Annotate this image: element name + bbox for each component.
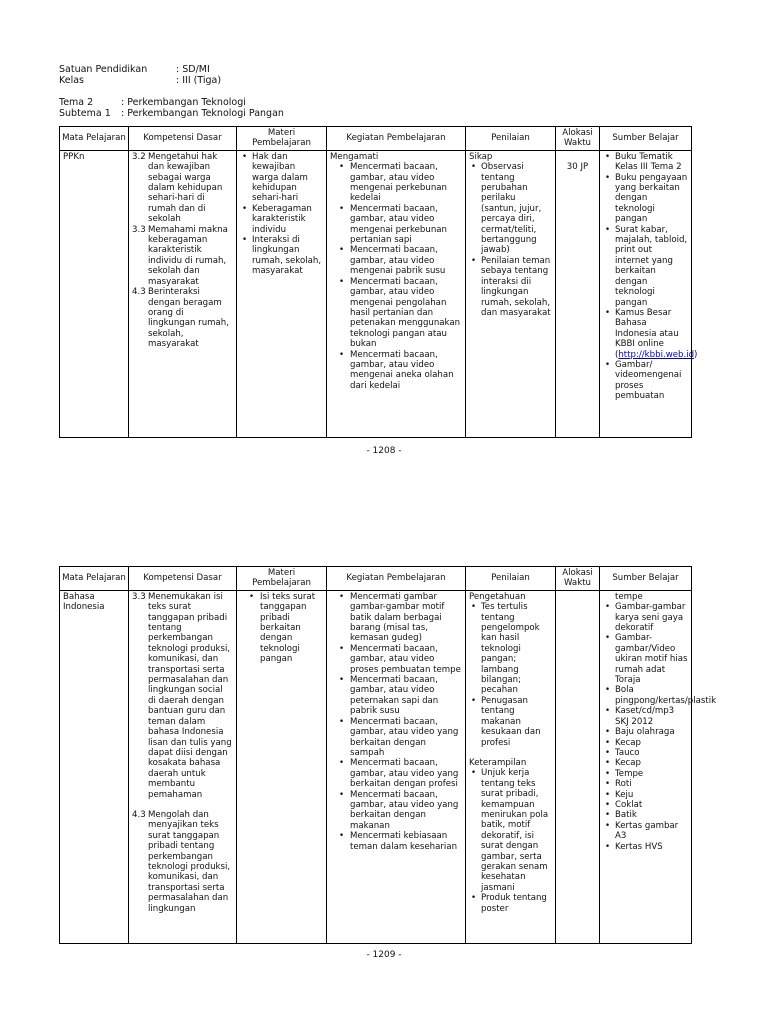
table-header-row bbox=[60, 127, 692, 151]
tema-value: : Perkembangan Teknologi bbox=[121, 97, 246, 108]
tema-label: Tema 2 bbox=[59, 97, 94, 108]
kd-item: 4.3 Berinteraksi dengan beragam orang di lingkungan rumah, sekolah, masyarakat bbox=[132, 287, 229, 350]
alokasi-value: 30 JP bbox=[566, 161, 589, 172]
list-item: • Kecap bbox=[615, 758, 688, 768]
list-item: • Mencermati bacaan, gambar, atau video yang berkaitan dengan makanan bbox=[350, 790, 462, 832]
list-item: • Mencermati bacaan, gambar, atau video yang berkaitan dengan sampah bbox=[350, 717, 462, 759]
mapel-cell: PPKn bbox=[60, 150, 129, 437]
kelas-value: : III (Tiga) bbox=[176, 75, 222, 86]
page-number: - 1208 - bbox=[366, 446, 402, 456]
table-row bbox=[60, 150, 692, 437]
col-header-penilaian: Penilaian bbox=[466, 127, 556, 151]
list-item: • Unjuk kerja tentang teks surat pribadi, kemampuan menirukan pola batik, motif dekoratif, isi surat dengan gambar, serta gerakan senam kesehatan jasmani bbox=[481, 768, 552, 893]
list-item: • Tempe bbox=[615, 769, 688, 779]
list-item: • Isi teks surat tanggapan pribadi berkaitan dengan teknologi pangan bbox=[260, 592, 323, 665]
materi-cell bbox=[237, 150, 327, 437]
kd-item: 3.3 Memahami makna keberagaman karakteristik individu di rumah, sekolah dan masyarakat bbox=[132, 224, 228, 287]
materi-cell bbox=[237, 590, 327, 943]
col-header-alokasi: Alokasi Waktu bbox=[556, 127, 600, 151]
penilaian-heading: Keterampilan bbox=[469, 757, 527, 768]
col-header-mapel: Mata Pelajaran bbox=[60, 567, 129, 591]
list-item: • Mencermati bacaan, gambar, atau video peternakan sapi dan pabrik susu bbox=[350, 675, 462, 717]
col-header-materi: Materi Pembelajaran bbox=[237, 567, 327, 591]
list-item: • Keberagaman karakteristik individu bbox=[252, 204, 323, 235]
list-item: • Bola pingpong/kertas/plastik bbox=[615, 685, 688, 706]
subtema-value: : Perkembangan Teknologi Pangan bbox=[121, 108, 284, 119]
list-item: • Mencermati bacaan, gambar, atau video mengenai aneka olahan dari kedelai bbox=[350, 350, 462, 392]
list-item: • Tauco bbox=[615, 748, 688, 758]
list-item: • Observasi tentang perubahan perilaku (santun, jujur, percaya diri, cermat/teliti, bertanggung jawab) bbox=[481, 162, 552, 256]
satuan-value: : SD/MI bbox=[176, 64, 210, 75]
list-item: • Buku pengayaan yang berkaitan dengan teknologi pangan bbox=[615, 173, 688, 225]
list-item: • Mencermati bacaan, gambar, atau video mengenai perkebunan pertanian sapi bbox=[350, 204, 462, 246]
list-item: • Mencermati bacaan, gambar, atau video mengenai pengolahan hasil pertanian dan petenakan menggunakan teknologi pangan atau bukan bbox=[350, 277, 462, 350]
kd-cell bbox=[129, 590, 237, 943]
list-item: • Mencermati gambar gambar-gambar motif batik dalam berbagai barang (misal tas, kemasan gudeg) bbox=[350, 592, 462, 644]
list-item: • Gambar/ videomengenai proses pembuatan bbox=[615, 360, 688, 402]
table-header-row bbox=[60, 567, 692, 591]
list-item: • Hak dan kewajiban warga dalam kehidupan sehari-hari bbox=[252, 152, 323, 204]
list-item: • Gambar-gambar karya seni gaya dekoratif bbox=[615, 602, 688, 633]
mapel-cell: Bahasa Indonesia bbox=[60, 590, 129, 943]
penilaian-heading: Pengetahuan bbox=[469, 591, 526, 602]
list-item: • Mencermati bacaan, gambar, atau video proses pembuatan tempe bbox=[350, 644, 462, 675]
list-item: • Buku Tematik Kelas III Tema 2 bbox=[615, 152, 688, 173]
page-number: - 1209 - bbox=[366, 950, 402, 960]
sumber-cell bbox=[600, 150, 698, 437]
list-item: • Kertas gambar A3 bbox=[615, 821, 688, 842]
subtema-label: Subtema 1 bbox=[59, 108, 111, 119]
col-header-kegiatan: Kegiatan Pembelajaran bbox=[327, 127, 466, 151]
col-header-kd: Kompetensi Dasar bbox=[129, 127, 237, 151]
kd-item: 4.3 Mengolah dan menyajikan teks surat tanggapan pribadi tentang perkembangan teknologi produksi, komunikasi, dan transportasi serta permasalahan dan lingkungan bbox=[132, 809, 231, 914]
table-row bbox=[60, 590, 692, 943]
kegiatan-heading: Mengamati bbox=[330, 151, 379, 162]
list-item: • Mencermati kebiasaan teman dalam keseharian bbox=[350, 831, 462, 852]
list-item: • Keju bbox=[615, 790, 688, 800]
penilaian-cell bbox=[466, 150, 556, 437]
lesson-plan-table-1 bbox=[59, 126, 698, 438]
alokasi-cell bbox=[556, 150, 600, 437]
sumber-cell bbox=[600, 590, 717, 943]
list-item: • Coklat bbox=[615, 800, 688, 810]
list-item: • Interaksi di lingkungan rumah, sekolah, masyarakat bbox=[252, 235, 323, 277]
kd-cell bbox=[129, 150, 237, 437]
alokasi-cell bbox=[556, 590, 600, 943]
list-item: • Batik bbox=[615, 810, 688, 820]
col-header-sumber: Sumber Belajar bbox=[600, 127, 692, 151]
col-header-materi: Materi Pembelajaran bbox=[237, 127, 327, 151]
col-header-mapel: Mata Pelajaran bbox=[60, 127, 129, 151]
col-header-penilaian: Penilaian bbox=[466, 567, 556, 591]
list-item: • Tes tertulis tentang pengelompok kan hasil teknologi pangan; lambang bilangan; pecahan bbox=[481, 602, 552, 696]
list-item: • Surat kabar, majalah, tabloid, print out internet yang berkaitan dengan teknologi pangan bbox=[615, 225, 688, 308]
kelas-label: Kelas bbox=[59, 75, 85, 86]
list-item: • Baju olahraga bbox=[615, 727, 688, 737]
penilaian-cell bbox=[466, 590, 556, 943]
col-header-kegiatan: Kegiatan Pembelajaran bbox=[327, 567, 466, 591]
list-item: • Mencermati bacaan, gambar, atau video mengenai pabrik susu bbox=[350, 245, 462, 276]
kd-item: 3.2 Mengetahui hak dan kewajiban sebagai warga dalam kehidupan sehari-hari di rumah dan di sekolah bbox=[132, 151, 223, 225]
satuan-label: Satuan Pendidikan bbox=[59, 64, 148, 75]
list-item: • Produk tentang poster bbox=[481, 893, 552, 914]
list-item: • Gambar-gambar/Video ukiran motif hias rumah adat Toraja bbox=[615, 633, 688, 685]
penilaian-heading: Sikap bbox=[469, 151, 493, 162]
list-item: • Kaset/cd/mp3 SKJ 2012 bbox=[615, 706, 688, 727]
kegiatan-cell bbox=[327, 590, 466, 943]
kegiatan-cell bbox=[327, 150, 466, 437]
document-header bbox=[59, 64, 284, 119]
list-item: • Roti bbox=[615, 779, 688, 789]
list-item: • Penugasan tentang makanan kesukaan dan profesi bbox=[481, 696, 552, 748]
kd-item: 3.3 Menemukakan isi teks surat tanggapan pribadi tentang perkembangan teknologi produksi, komunikasi, dan transportasi serta permasalahan dan lingkungan social di daerah dengan bantuan guru dan teman dalam bahasa Indonesia lisan dan tulis yang dapat diisi dengan kosakata bahasa daerah untuk membantu pemahaman bbox=[132, 591, 232, 800]
col-header-alokasi: Alokasi Waktu bbox=[556, 567, 600, 591]
list-item: • Mencermati bacaan, gambar, atau video mengenai perkebunan kedelai bbox=[350, 162, 462, 204]
sumber-lead: tempe bbox=[615, 591, 643, 602]
list-item: • Kertas HVS bbox=[615, 842, 688, 852]
list-item: • Kecap bbox=[615, 738, 688, 748]
col-header-kd: Kompetensi Dasar bbox=[129, 567, 237, 591]
lesson-plan-table-2 bbox=[59, 566, 717, 944]
list-item: • Kamus Besar Bahasa Indonesia atau KBBI online (http://kbbi.web.id) bbox=[615, 308, 688, 360]
list-item: • Mencermati bacaan, gambar, atau video yang berkaitan dengan profesi bbox=[350, 758, 462, 789]
list-item: • Penilaian teman sebaya tentang interaksi dii lingkungan rumah, sekolah, dan masyarakat bbox=[481, 256, 552, 318]
kbbi-link[interactable]: http://kbbi.web.id bbox=[618, 349, 695, 360]
col-header-sumber: Sumber Belajar bbox=[600, 567, 692, 591]
